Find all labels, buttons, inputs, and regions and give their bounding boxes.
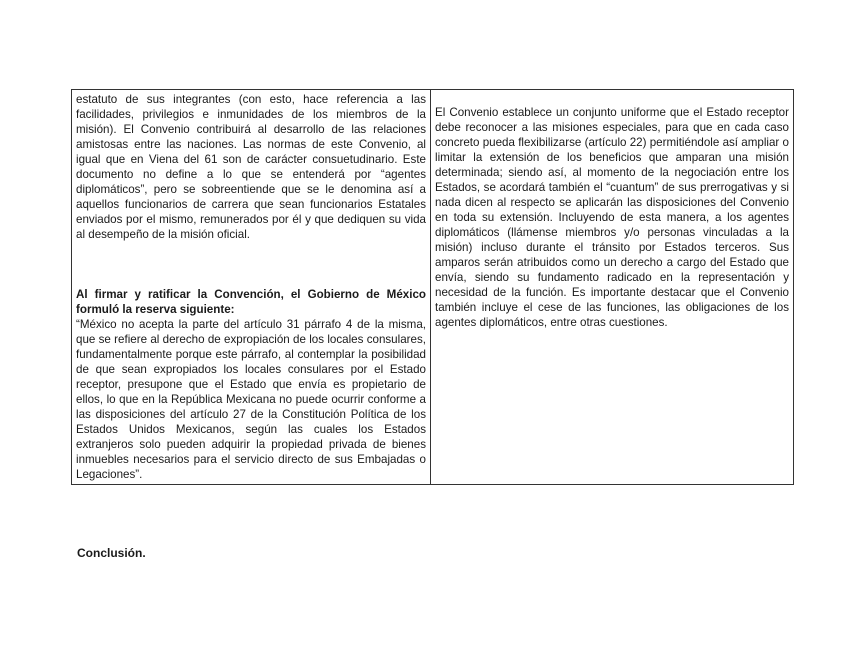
table-row <box>72 90 794 485</box>
left-paragraph-1: estatuto de sus integrantes (con esto, hace referencia a las facilidades, privilegios e inmunidades de los miembros de la misión). El Convenio contribuirá al desarrollo de las relaciones amistosas entre las naciones. Las normas de este Convenio, al igual que en Viena del 61 son de carácter consuetudinario. Este documento no define a lo que se entenderá por “agentes diplomáticos”, pero se sobreentiende que se le denomina así a aquellos funcionarios de carrera que sean funcionarios Estatales enviados por el mismo, remunerados por él y que dediquen su vida al desempeño de la misión oficial. <box>76 93 426 241</box>
conclusion-heading: Conclusión. <box>77 546 146 560</box>
reservation-heading: Al firmar y ratificar la Convención, el Gobierno de México formuló la reserva siguiente: <box>76 288 426 316</box>
comparison-table <box>71 89 794 485</box>
paragraph-spacer <box>76 242 426 287</box>
left-column-cell <box>72 90 431 485</box>
right-column-cell <box>431 90 794 485</box>
right-paragraph-1: El Convenio establece un conjunto uniforme que el Estado receptor debe reconocer a las misiones especiales, para que en cada caso concreto pueda flexibilizarse (artículo 22) permitiéndole así ampliar o limitar la extensión de los beneficios que amparan una misión determinada; siendo así, al momento de la negociación entre los Estados, se acordará también el “cuantum” de sus prerrogativas y si nada dicen al respecto se aplicarán las disposiciones del Convenio en toda su extensión. Incluyendo de esta manera, a los agentes diplomáticos (llámense miembros y/o personas vinculadas a la misión) incluso durante el tránsito por Estados terceros. Sus amparos serán atribuidos como un derecho a cargo del Estado que envía, siendo su fundamento radicado en la representación y necesidad de la función. Es importante destacar que el Convenio también incluye el cese de las funciones, las obligaciones de los agentes diplomáticos, entre otras cuestiones. <box>435 106 789 329</box>
right-top-gap <box>435 92 789 105</box>
left-paragraph-2: “México no acepta la parte del artículo 31 párrafo 4 de la misma, que se refiere al derecho de expropiación de los locales consulares, fundamentalmente porque este párrafo, al contemplar la posibilidad de que sean expropiados los locales consulares por el Estado receptor, presupone que el Estado que envía es propietario de ellos, lo que en la República Mexicana no puede ocurrir conforme a las disposiciones del artículo 27 de la Constitución Política de los Estados Unidos Mexicanos, según las cuales los Estados extranjeros solo pueden adquirir la propiedad privada de bienes inmuebles necesarios para el servicio directo de sus Embajadas o Legaciones”. <box>76 318 426 481</box>
